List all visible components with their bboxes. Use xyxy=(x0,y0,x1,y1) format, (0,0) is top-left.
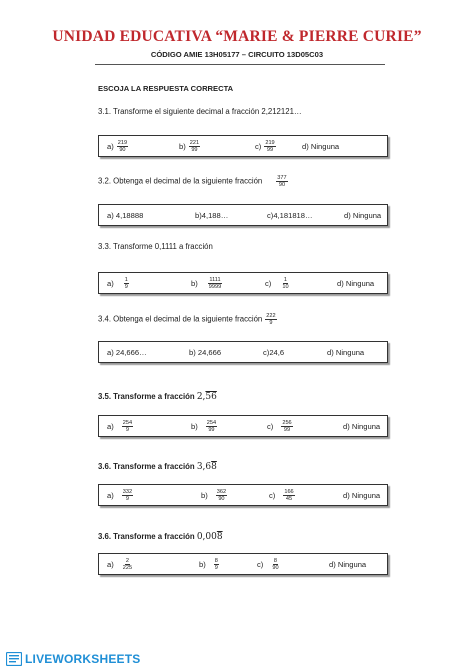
question-3-1-prompt: 3.1. Transforme el siguiente decimal a fracción 2,212121… xyxy=(98,107,302,116)
numerator: 8 xyxy=(273,557,277,564)
repeating-part: 56 xyxy=(205,392,217,402)
denominator: 90 xyxy=(278,182,286,188)
numerator: 8 xyxy=(214,557,218,564)
fraction xyxy=(189,140,200,153)
option-a[interactable] xyxy=(107,416,133,436)
prompt-fraction xyxy=(276,175,287,188)
option-label: b) xyxy=(199,559,206,569)
denominator: 99 xyxy=(266,146,274,153)
liveworksheets-logo xyxy=(6,652,140,666)
repeating-decimal xyxy=(197,532,223,542)
denominator: 225 xyxy=(122,564,133,571)
option-label: a) xyxy=(107,278,114,288)
answer-box-3-5[interactable] xyxy=(98,415,388,437)
option-c[interactable] xyxy=(267,416,293,436)
numerator: 2 xyxy=(125,557,129,564)
fraction xyxy=(122,558,133,571)
school-code: CÓDIGO AMIE 13H05177 – CIRCUITO 13D05C03 xyxy=(150,50,324,59)
option-c[interactable] xyxy=(265,273,290,293)
option-d[interactable]: d) Ninguna xyxy=(343,490,381,500)
option-a[interactable] xyxy=(107,554,133,574)
fraction xyxy=(271,558,279,571)
option-a[interactable] xyxy=(107,273,129,293)
option-c[interactable]: c)24,6 xyxy=(263,347,285,357)
numerator: 1 xyxy=(283,276,287,283)
numerator: 219 xyxy=(265,139,275,146)
denominator: 90 xyxy=(119,146,126,153)
option-label: a) xyxy=(107,421,114,431)
denominator: 9 xyxy=(124,283,128,290)
fraction xyxy=(122,420,133,433)
repeating-part: 8 xyxy=(216,532,223,542)
fraction xyxy=(206,420,217,433)
option-b[interactable] xyxy=(191,416,217,436)
numerator: 1 xyxy=(124,276,128,283)
numerator: 256 xyxy=(282,419,292,426)
option-label: c) xyxy=(257,559,264,569)
decimal-part: 3,6 xyxy=(196,462,212,472)
fraction xyxy=(216,489,227,502)
denominator: 9 xyxy=(214,564,218,571)
option-d[interactable]: d) Ninguna xyxy=(327,347,365,357)
option-d[interactable]: d) Ninguna xyxy=(344,210,382,220)
repeating-part: 8 xyxy=(211,462,217,472)
question-3-2-prompt xyxy=(98,175,288,188)
option-a[interactable] xyxy=(107,485,133,505)
option-a[interactable]: a) 24,666… xyxy=(107,347,147,357)
denominator: 45 xyxy=(285,495,293,502)
answer-box-3-2[interactable] xyxy=(98,204,388,226)
option-d[interactable]: d) Ninguna xyxy=(302,141,340,151)
question-3-3-prompt: 3.3. Transforme 0,1111 a fracción xyxy=(98,242,213,251)
option-label: a) xyxy=(107,141,114,151)
option-label: c) xyxy=(267,421,274,431)
instruction-heading: ESCOJA LA RESPUESTA CORRECTA xyxy=(98,84,234,93)
header-divider xyxy=(95,64,385,65)
numerator: 377 xyxy=(277,175,287,181)
prompt-text: 3.6. Transforme a fracción xyxy=(98,532,195,541)
denominator: 10 xyxy=(282,283,289,290)
prompt-text: 3.5. Transforme a fracción xyxy=(98,392,195,401)
question-3-6-prompt xyxy=(98,462,217,472)
fraction xyxy=(117,140,128,153)
option-b[interactable] xyxy=(199,554,219,574)
option-label: a) xyxy=(107,490,114,500)
prompt-text: 3.6. Transforme a fracción xyxy=(98,462,195,471)
school-title: UNIDAD EDUCATIVA “MARIE & PIERRE CURIE” xyxy=(52,28,422,45)
repeating-decimal xyxy=(197,392,217,402)
numerator: 332 xyxy=(122,488,133,495)
numerator: 362 xyxy=(216,488,227,495)
option-label: c) xyxy=(255,141,262,151)
option-c[interactable] xyxy=(269,485,295,505)
option-label: c) xyxy=(269,490,276,500)
fraction xyxy=(122,489,133,502)
numerator: 221 xyxy=(189,139,200,146)
option-label: b) xyxy=(201,490,208,500)
option-b[interactable] xyxy=(201,485,227,505)
answer-box-3-6[interactable] xyxy=(98,484,388,506)
fraction xyxy=(283,489,294,502)
answer-box-3-4[interactable] xyxy=(98,341,388,363)
repeating-decimal xyxy=(197,462,217,472)
denominator: 99 xyxy=(191,146,198,153)
prompt-fraction xyxy=(265,313,276,326)
denominator: 90 xyxy=(272,564,279,571)
option-label: c) xyxy=(265,278,272,288)
prompt-text: 3.2. Obtenga el decimal de la siguiente fracción xyxy=(98,176,263,186)
option-d[interactable]: d) Ninguna xyxy=(337,278,375,288)
question-3-7-prompt xyxy=(98,532,223,542)
fraction xyxy=(264,140,275,153)
prompt-text: 3.4. Obtenga el decimal de la siguiente fracción xyxy=(98,314,263,324)
numerator: 1111 xyxy=(209,276,221,283)
answer-box-3-1[interactable] xyxy=(98,135,388,157)
option-b[interactable]: b) 24,666 xyxy=(189,347,222,357)
denominator: 99 xyxy=(208,426,215,433)
denominator: 99 xyxy=(283,426,291,433)
fraction xyxy=(281,277,289,290)
option-b[interactable] xyxy=(179,136,200,156)
question-3-5-prompt xyxy=(98,392,217,402)
option-label: b) xyxy=(191,278,198,288)
answer-box-3-7[interactable] xyxy=(98,553,388,575)
numerator: 166 xyxy=(284,488,294,495)
numerator: 254 xyxy=(122,419,133,426)
option-c[interactable] xyxy=(255,136,276,156)
denominator: 9 xyxy=(125,495,129,502)
denominator: 9 xyxy=(269,320,273,326)
option-a[interactable] xyxy=(107,136,128,156)
option-c[interactable] xyxy=(257,554,280,574)
liveworksheets-logo-icon xyxy=(6,652,22,666)
option-d[interactable]: d) Ninguna xyxy=(329,559,367,569)
decimal-part: 2, xyxy=(196,392,206,402)
option-label: b) xyxy=(191,421,198,431)
question-3-4-prompt xyxy=(98,313,277,326)
liveworksheets-brand: LIVEWORKSHEETS xyxy=(25,652,141,666)
option-a[interactable]: a) 4,18888 xyxy=(107,210,144,220)
option-b[interactable]: b)4,188… xyxy=(195,210,229,220)
fraction xyxy=(281,420,292,433)
fraction xyxy=(124,277,129,290)
numerator: 222 xyxy=(266,313,276,319)
fraction xyxy=(214,558,219,571)
option-c[interactable]: c)4,181818… xyxy=(267,210,313,220)
decimal-part: 0,00 xyxy=(196,532,217,542)
denominator: 90 xyxy=(218,495,225,502)
option-label: a) xyxy=(107,559,114,569)
fraction xyxy=(208,277,222,290)
denominator: 9999 xyxy=(208,283,222,290)
numerator: 219 xyxy=(117,139,128,146)
answer-box-3-3[interactable] xyxy=(98,272,388,294)
option-label: b) xyxy=(179,141,186,151)
option-b[interactable] xyxy=(191,273,222,293)
option-d[interactable]: d) Ninguna xyxy=(343,421,381,431)
numerator: 254 xyxy=(206,419,217,426)
denominator: 9 xyxy=(125,426,129,433)
